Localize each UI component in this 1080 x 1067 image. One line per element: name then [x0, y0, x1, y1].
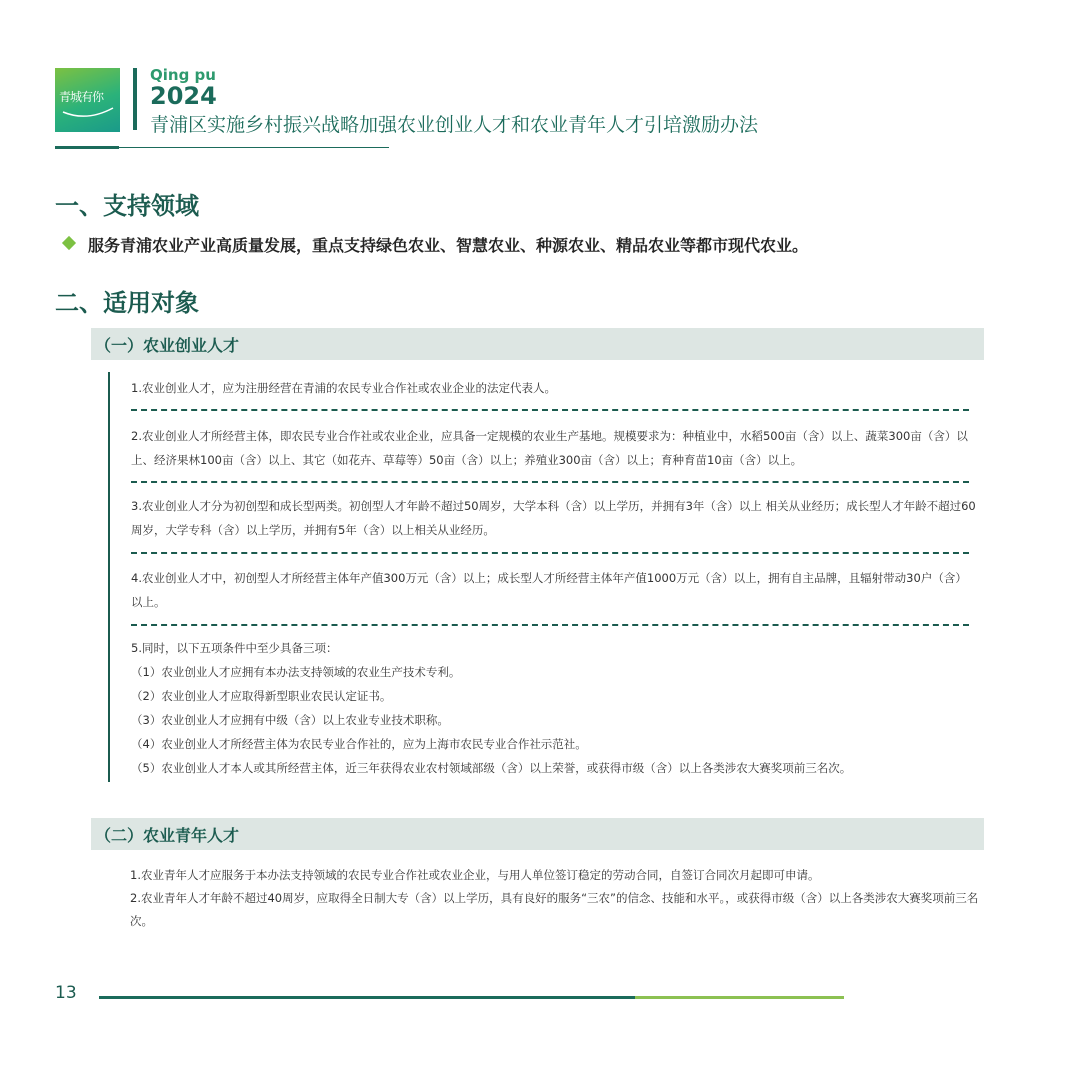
support-bullet [64, 233, 808, 256]
document-title: 青浦区实施乡村振兴战略加强农业创业人才和农业青年人才引培激励办法 [150, 114, 759, 136]
header-rule-accent [55, 146, 119, 149]
brand-qingpu: Qing pu [150, 66, 216, 84]
header-divider-bar [133, 68, 137, 130]
brand-year: 2024 [150, 82, 217, 110]
dashed-divider [131, 409, 969, 411]
dashed-divider [131, 552, 969, 554]
subsection-band-youth [91, 818, 984, 850]
page-number: 13 [55, 983, 77, 1003]
criterion-4: 4.农业创业人才中，初创型人才所经营主体年产值300万元（含）以上；成长型人才所经营主体年产值1000万元（含）以上，拥有自主品牌，且辐射带动30户（含）以上。 [131, 571, 967, 609]
criterion-5-item: （3）农业创业人才应拥有中级（含）以上农业专业技术职称。 [131, 713, 449, 727]
logo-swoosh-icon [55, 68, 120, 132]
criterion-5 [131, 636, 976, 780]
subsection-label-youth: （二）农业青年人才 [95, 826, 240, 845]
youth-criterion-1: 1.农业青年人才应服务于本办法支持领域的农民专业合作社或农业企业，与用人单位签订稳定的劳动合同，自签订合同次月起即可申请。 [130, 868, 820, 882]
criterion-3: 3.农业创业人才分为初创型和成长型两类。初创型人才年龄不超过50周岁，大学本科（含）以上学历，并拥有3年（含）以上 相关从业经历；成长型人才年龄不超过60周岁，大学专科（含）以上学历，并拥有5年（含）以上相关从业经历。 [131, 499, 976, 537]
subsection-band-entrepreneur [91, 328, 984, 360]
subsection-label-entrepreneur: （一）农业创业人才 [95, 336, 240, 355]
entrepreneur-criteria-block [108, 372, 976, 782]
diamond-bullet-icon [62, 235, 76, 249]
criterion-5-item: （1）农业创业人才应拥有本办法支持领域的农业生产技术专利。 [131, 665, 461, 679]
youth-criterion-2: 2.农业青年人才年龄不超过40周岁，应取得全日制大专（含）以上学历，具有良好的服务“三农”的信念、技能和水平。，或获得市级（含）以上各类涉农大赛奖项前三名次。 [130, 891, 979, 928]
dashed-divider [131, 624, 969, 626]
criterion-5-item: （2）农业创业人才应取得新型职业农民认定证书。 [131, 689, 392, 703]
section-heading-support: 一、支持领域 [55, 192, 199, 220]
brand-logo [55, 68, 120, 132]
criterion-1: 1.农业创业人才，应为注册经营在青浦的农民专业合作社或农业企业的法定代表人。 [131, 381, 556, 395]
criterion-5-item: （5）农业创业人才本人或其所经营主体，近三年获得农业农村领域部级（含）以上荣誉，或获得市级（含）以上各类涉农大赛奖项前三名次。 [131, 761, 852, 775]
header-rule [119, 147, 389, 148]
criterion-5-item: （4）农业创业人才所经营主体为农民专业合作社的，应为上海市农民专业合作社示范社。 [131, 737, 587, 751]
footer-rule-dark [99, 996, 635, 999]
youth-criteria-block [130, 864, 990, 933]
criterion-2: 2.农业创业人才所经营主体，即农民专业合作社或农业企业，应具备一定规模的农业生产基地。规模要求为：种植业中，水稻500亩（含）以上、蔬菜300亩（含）以上、经济果林100亩（含）以上、其它（如花卉、草莓等）50亩（含）以上；养殖业300亩（含）以上；育种育苗10亩（含）以上。 [131, 429, 968, 467]
criterion-5-intro: 5.同时，以下五项条件中至少具备三项： [131, 641, 338, 655]
dashed-divider [131, 481, 969, 483]
logo-text: 青城有你 [59, 90, 104, 104]
footer-rule-green [635, 996, 844, 999]
support-bullet-text: 服务青浦农业产业高质量发展，重点支持绿色农业、智慧农业、种源农业、精品农业等都市现代农业。 [88, 236, 809, 255]
section-heading-eligibility: 二、适用对象 [55, 289, 199, 317]
